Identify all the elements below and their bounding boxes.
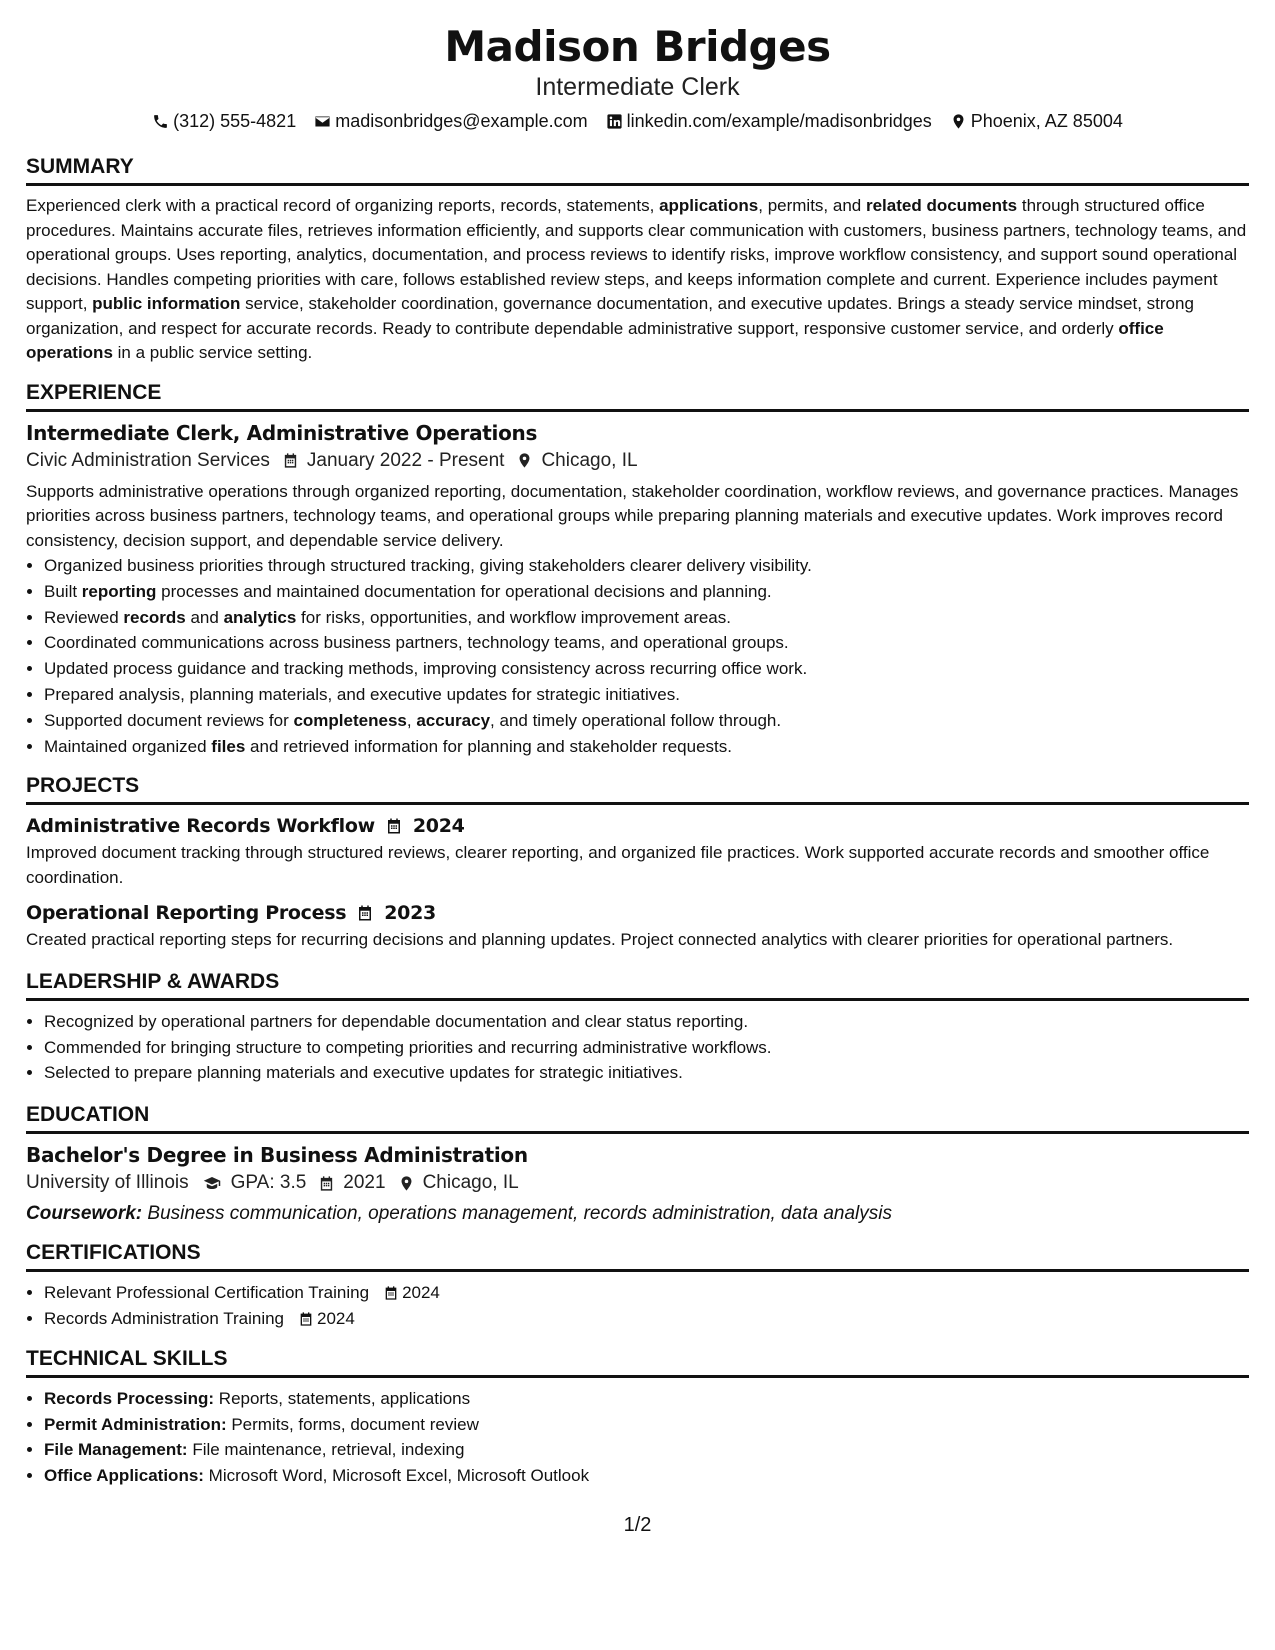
contact-phone-text: (312) 555-4821 (173, 111, 297, 131)
project-name: Operational Reporting Process (26, 902, 347, 925)
skill-label: File Management: (44, 1440, 188, 1460)
contact-location (950, 108, 1123, 134)
graduation-year: 2021 (343, 1172, 386, 1194)
experience-heading: EXPERIENCE (26, 380, 1249, 412)
summary-section (26, 154, 1249, 366)
list-item (44, 1463, 1249, 1489)
education-section (26, 1102, 1249, 1228)
contact-email[interactable] (314, 108, 587, 134)
project-description: Created practical reporting steps for recurring decisions and planning updates. Project connected analytics with clearer priorities for operational partners. (26, 930, 1174, 950)
leadership-section (26, 969, 1249, 1086)
list-item: • Maintained organized files and retrieved information for planning and stakeholder requests. (44, 734, 1249, 760)
contact-linkedin-text: linkedin.com/example/madisonbridges (626, 111, 932, 131)
project-item (26, 900, 1249, 953)
coursework-label: Coursework: (26, 1203, 143, 1225)
list-item: • Supported document reviews for completeness, accuracy, and timely operational follow through. (44, 708, 1249, 734)
skill-label: Records Processing: (44, 1388, 215, 1408)
school-location: Chicago, IL (422, 1172, 519, 1194)
map-pin-icon (950, 113, 967, 130)
job-bullets (26, 553, 1249, 759)
list-item: • Built reporting processes and maintained documentation for operational decisions and planning. (44, 579, 1249, 605)
project-year: 2024 (412, 815, 465, 838)
list-item: • Coordinated communications across business partners, technology teams, and operational groups. (44, 630, 1249, 656)
map-pin-icon (398, 1175, 415, 1192)
list-item (44, 1437, 1249, 1463)
skills-list (26, 1386, 1249, 1489)
list-item: • Prepared analysis, planning materials, and executive updates for strategic initiatives. (44, 682, 1249, 708)
list-item: • Updated process guidance and tracking methods, improving consistency across recurring office work. (44, 656, 1249, 682)
coursework-text: Business communication, operations management, records administration, data analysis (142, 1203, 892, 1225)
job-dates: January 2022 - Present (306, 449, 505, 471)
experience-section (26, 380, 1249, 760)
projects-heading: PROJECTS (26, 773, 1249, 805)
certification-name: • Relevant Professional Certification Training (44, 1283, 370, 1303)
list-item (44, 1386, 1249, 1412)
job-description: Supports administrative operations through organized reporting, documentation, stakeholder coordination, workflow reviews, and governance practices. Manages priorities across business partners, technology teams, and operational groups while preparing planning materials and executive updates. Work improves record consistency, decision support, and dependable service delivery. (26, 481, 1239, 550)
graduation-cap-icon (201, 1174, 223, 1192)
summary-heading: SUMMARY (26, 154, 1249, 186)
skill-value: Reports, statements, applications (214, 1388, 471, 1408)
skill-value: Permits, forms, document review (226, 1414, 479, 1434)
coursework (26, 1200, 1249, 1228)
calendar-icon (298, 1311, 314, 1327)
project-description: Improved document tracking through structured reviews, clearer reporting, and organized file practices. Work supported accurate records and smoother office coordination. (26, 843, 1210, 887)
contact-location-text: Phoenix, AZ 85004 (970, 111, 1123, 131)
company-name: Civic Administration Services (26, 449, 270, 471)
education-meta (26, 1168, 1249, 1198)
skill-label: Office Applications: (44, 1466, 204, 1486)
page-indicator: 1/2 (623, 1514, 652, 1536)
list-item: • Recognized by operational partners for dependable documentation and clear status reporting. (44, 1009, 1249, 1035)
skill-label: Permit Administration: (44, 1414, 227, 1434)
map-pin-icon (516, 452, 533, 469)
linkedin-icon (606, 113, 623, 130)
list-item (44, 1306, 1249, 1332)
certifications-section (26, 1240, 1249, 1332)
list-item: • Organized business priorities through structured tracking, giving stakeholders clearer delivery visibility. (44, 553, 1249, 579)
contact-email-text: madisonbridges@example.com (335, 111, 588, 131)
project-year: 2023 (384, 902, 436, 925)
list-item (44, 1280, 1249, 1306)
skill-value: File maintenance, retrieval, indexing (187, 1440, 465, 1460)
job-title: Intermediate Clerk, Administrative Operations (26, 420, 538, 445)
calendar-icon (318, 1175, 335, 1192)
envelope-icon (314, 113, 331, 130)
leadership-heading: LEADERSHIP & AWARDS (26, 969, 1249, 1001)
candidate-name: Madison Bridges (444, 22, 831, 71)
skills-section (26, 1346, 1249, 1489)
certification-name: • Records Administration Training (44, 1309, 285, 1329)
skills-heading: TECHNICAL SKILLS (26, 1346, 1249, 1378)
school-name: University of Illinois (26, 1172, 189, 1194)
leadership-list (26, 1009, 1249, 1086)
job-location: Chicago, IL (541, 449, 638, 471)
degree-title: Bachelor's Degree in Business Administration (26, 1143, 528, 1168)
list-item: • Selected to prepare planning materials and executive updates for strategic initiatives. (44, 1060, 1249, 1086)
contact-phone[interactable] (152, 108, 296, 134)
certifications-heading: CERTIFICATIONS (26, 1240, 1249, 1272)
calendar-icon (282, 452, 299, 469)
phone-icon (152, 113, 169, 130)
education-heading: EDUCATION (26, 1102, 1249, 1134)
summary-text: Experienced clerk with a practical record of organizing reports, records, statements, applications, permits, and related documents through structured office procedures. Maintains accurate files, retrieves information efficiently, and supports clear communication with customers, business partners, technology teams, and operational groups. Uses reporting, analytics, documentation, and process reviews to identify risks, improve workflow consistency, and support sound operational decisions. Handles competing priorities with care, follows established review steps, and keeps information complete and current. Experience includes payment support, public information service, stakeholder coordination, governance documentation, and executive updates. Brings a steady service mindset, strong organization, and respect for accurate records. Ready to contribute dependable administrative support, responsive customer service, and orderly office operations in a public service setting. (26, 196, 1247, 362)
contact-linkedin[interactable] (606, 108, 932, 134)
list-item: • Commended for bringing structure to competing priorities and recurring administrative workflows. (44, 1035, 1249, 1061)
project-name: Administrative Records Workflow (26, 815, 375, 838)
job-meta (26, 446, 1249, 476)
certification-year: 2024 (317, 1309, 355, 1329)
calendar-icon (385, 817, 403, 835)
candidate-headline: Intermediate Clerk (535, 73, 740, 101)
projects-section (26, 773, 1249, 953)
contact-bar (26, 108, 1249, 134)
list-item: • Reviewed records and analytics for risks, opportunities, and workflow improvement areas. (44, 605, 1249, 631)
list-item (44, 1412, 1249, 1438)
calendar-icon (356, 904, 374, 922)
calendar-icon (383, 1285, 399, 1301)
certification-year: 2024 (402, 1283, 440, 1303)
skill-value: Microsoft Word, Microsoft Excel, Microsoft Outlook (203, 1466, 590, 1486)
certifications-list (26, 1280, 1249, 1332)
project-item (26, 813, 1249, 890)
gpa: GPA: 3.5 (230, 1172, 307, 1194)
